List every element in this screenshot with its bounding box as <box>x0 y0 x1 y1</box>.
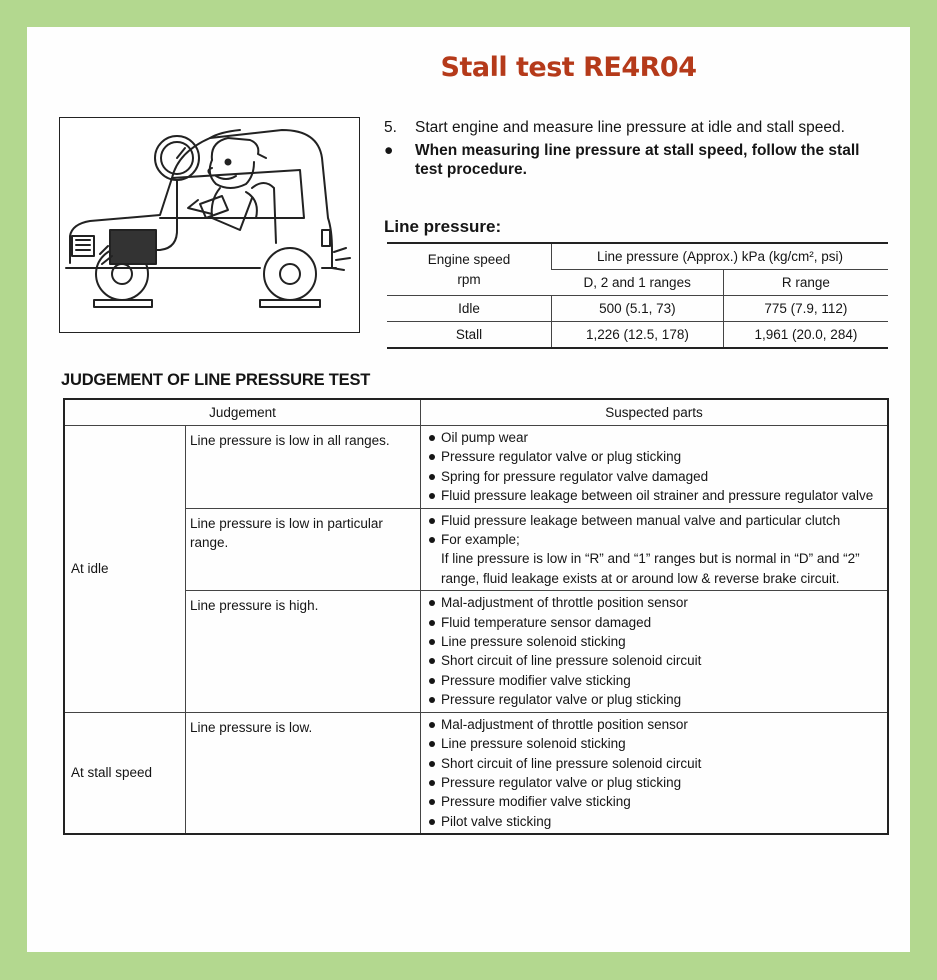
condition-cell: Line pressure is high. <box>186 591 421 712</box>
speed-cell: Idle <box>387 296 552 322</box>
table-row <box>64 591 888 712</box>
line-pressure-table <box>387 242 888 349</box>
table-row <box>64 426 888 509</box>
list-item: Pressure regulator valve or plug sticking <box>425 690 883 709</box>
list-item: Fluid pressure leakage between oil strainer and pressure regulator valve <box>425 486 883 505</box>
table-row <box>64 712 888 834</box>
condition-cell: Line pressure is low in all ranges. <box>186 426 421 509</box>
list-item: Pressure regulator valve or plug sticking <box>425 773 883 792</box>
line-pressure-group-header: Line pressure (Approx.) kPa (kg/cm², psi) <box>552 243 889 270</box>
list-item: Mal-adjustment of throttle position sensor <box>425 593 883 612</box>
table-row <box>387 322 888 349</box>
list-item: Fluid pressure leakage between manual valve and particular clutch <box>425 511 883 530</box>
condition-cell: Line pressure is low. <box>186 712 421 834</box>
list-item: Pressure modifier valve sticking <box>425 671 883 690</box>
step-note <box>384 141 886 179</box>
bullet-icon: ● <box>384 142 394 159</box>
condition-cell: Line pressure is low in particular range. <box>186 508 421 591</box>
parts-cell <box>421 426 889 509</box>
r-cell: 1,961 (20.0, 284) <box>723 322 888 349</box>
list-item: Mal-adjustment of throttle position sensor <box>425 715 883 734</box>
example-text: If line pressure is low in “R” and “1” ranges but is normal in “D” and “2” range, fluid leakage exists at or around low & reverse brake circuit. <box>441 551 860 586</box>
r-cell: 775 (7.9, 112) <box>723 296 888 322</box>
at-stall-label: At stall speed <box>64 712 186 834</box>
d21-cell: 500 (5.1, 73) <box>552 296 724 322</box>
parts-cell <box>421 508 889 591</box>
list-item: Line pressure solenoid sticking <box>425 632 883 651</box>
judgement-col-header: Judgement <box>64 399 421 426</box>
line-pressure-heading: Line pressure: <box>384 217 502 236</box>
engine-speed-label: Engine speed <box>427 251 511 267</box>
list-item: Pressure regulator valve or plug sticking <box>425 447 883 466</box>
at-idle-label: At idle <box>64 426 186 713</box>
list-item: Pilot valve sticking <box>425 812 883 831</box>
judgement-header-row <box>64 399 888 426</box>
list-item: For example; <box>425 530 883 549</box>
step-number: 5. <box>384 119 397 136</box>
page-title: Stall test RE4R04 <box>440 52 697 83</box>
list-item: Pressure modifier valve sticking <box>425 792 883 811</box>
parts-cell <box>421 591 889 712</box>
speed-cell: Stall <box>387 322 552 349</box>
suspected-parts-col-header: Suspected parts <box>421 399 889 426</box>
mechanic-car-illustration <box>59 117 360 333</box>
d21-cell: 1,226 (12.5, 178) <box>552 322 724 349</box>
list-item: Fluid temperature sensor damaged <box>425 613 883 632</box>
table-header-row <box>387 243 888 270</box>
list-item: Spring for pressure regulator valve damaged <box>425 467 883 486</box>
list-item: Line pressure solenoid sticking <box>425 734 883 753</box>
col-d21-header: D, 2 and 1 ranges <box>552 270 724 296</box>
judgement-table <box>63 398 889 835</box>
list-item: Short circuit of line pressure solenoid circuit <box>425 754 883 773</box>
list-item: Oil pump wear <box>425 428 883 447</box>
table-row <box>387 296 888 322</box>
col-r-header: R range <box>723 270 888 296</box>
step-5 <box>384 118 886 137</box>
engine-speed-header <box>387 243 552 296</box>
rpm-label: rpm <box>457 271 481 287</box>
parts-cell <box>421 712 889 834</box>
list-item: Short circuit of line pressure solenoid circuit <box>425 651 883 670</box>
car-gauge-drawing <box>60 118 358 331</box>
table-row <box>64 508 888 591</box>
step-text: Start engine and measure line pressure at idle and stall speed. <box>415 119 845 136</box>
judgement-heading: JUDGEMENT OF LINE PRESSURE TEST <box>61 371 371 389</box>
procedure-steps <box>384 118 886 183</box>
step-note-text: When measuring line pressure at stall speed, follow the stall test procedure. <box>415 142 860 178</box>
